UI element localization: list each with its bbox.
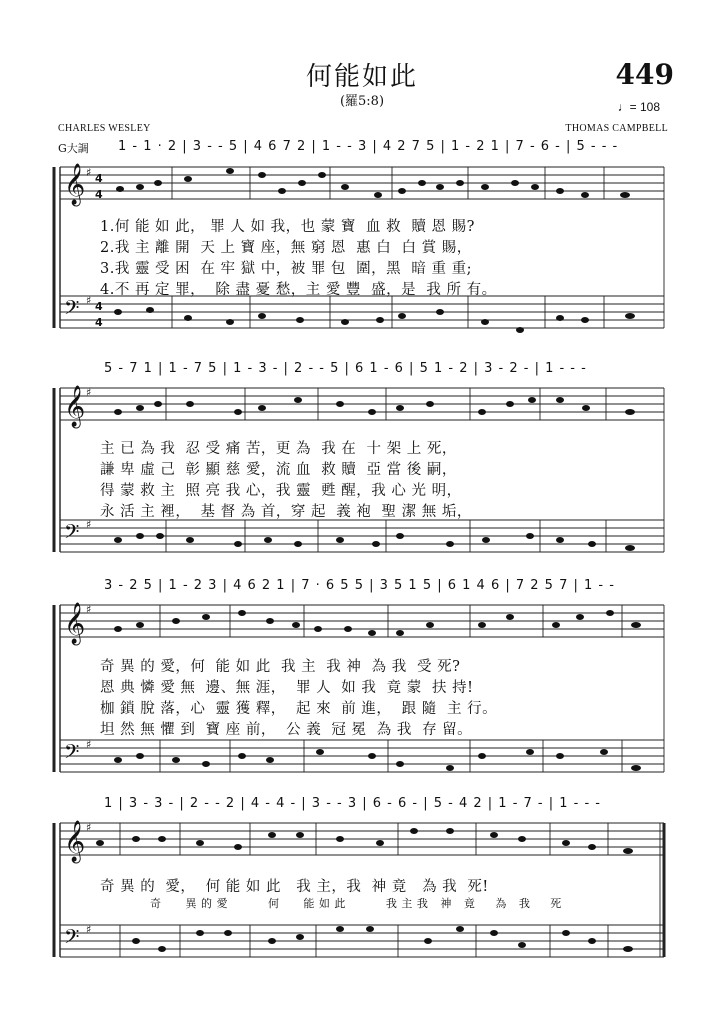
treble-staff-1 <box>60 167 664 199</box>
lyric-line-3-4: 坦 然 無 懼 到 寶 座 前， 公 義 冠 冕 為 我 存 留。 <box>100 722 473 738</box>
lyric-line-2-3: 得 蒙 救 主 照 亮 我 心，我 靈 甦 醒，我 心 光 明， <box>100 483 462 499</box>
lyric-line-3-3: 枷 鎖 脫 落，心 靈 獲 釋， 起 來 前 進， 跟 隨 主 行。 <box>100 701 498 717</box>
svg-text:♯: ♯ <box>86 386 92 399</box>
svg-text:𝄞: 𝄞 <box>64 821 86 862</box>
lyric-line-2-1: 主 已 為 我 忍 受 痛 苦，更 為 我 在 十 架 上 死， <box>100 441 457 457</box>
jianpu-line-1: 1 - 1 · 2 | 3 - - 5 | 4 6 7 2 | 1 - - 3 | 4 2 7 5 | 1 - 2 1 | 7 - 6 - | 5 - - - <box>118 139 619 154</box>
treble-staff-2 <box>60 388 664 420</box>
svg-text:♯: ♯ <box>86 603 92 616</box>
lyric-line-4-1: 奇 異 的 愛， 何 能 如 此 我 主，我 神 竟 為 我 死! <box>100 879 489 895</box>
lyric-line-3-1: 奇 異 的 愛，何 能 如 此 我 主 我 神 為 我 受 死? <box>100 659 461 675</box>
time-signature-bottom: 4 <box>95 188 103 201</box>
svg-text:♯: ♯ <box>86 821 92 834</box>
svg-text:𝄢: 𝄢 <box>64 925 80 953</box>
svg-text:𝄢: 𝄢 <box>64 740 80 768</box>
bass-clef-icon: 𝄢 <box>64 296 80 324</box>
svg-text:𝄞: 𝄞 <box>64 603 86 644</box>
lyric-line-2-2: 謙 卑 虛 己 彰 顯 慈 愛，流 血 救 贖 亞 當 後 嗣， <box>100 462 457 478</box>
hymn-number: 449 <box>615 58 674 91</box>
bass-staff-3 <box>60 740 664 772</box>
lyric-line-1-1: 1.何 能 如 此， 罪 人 如 我，也 蒙 寶 血 救 贖 恩 賜? <box>100 219 475 235</box>
svg-text:♯: ♯ <box>86 923 92 936</box>
svg-text:𝄢: 𝄢 <box>64 520 80 548</box>
composer-credit: THOMAS CAMPBELL <box>565 123 668 134</box>
scripture-reference: (羅5:8) <box>339 94 385 109</box>
tempo-marking: ♩= 108 <box>617 100 660 114</box>
lyric-line-3-2: 恩 典 憐 愛 無 邊、無 涯， 罪 人 如 我 竟 蒙 扶 持! <box>100 680 474 696</box>
svg-text:4: 4 <box>95 300 103 313</box>
jianpu-line-2: 5 - 7 1 | 1 - 7 5 | 1 - 3 - | 2 - - 5 | 6 1 - 6 | 5 1 - 2 | 3 - 2 - | 1 - - - <box>104 361 587 376</box>
jianpu-line-4: 1 | 3 - 3 - | 2 - - 2 | 4 - 4 - | 3 - - 3 | 6 - 6 - | 5 - 4 2 | 1 - 7 - | 1 - - - <box>104 796 601 811</box>
lyric-line-1-4: 4.不 再 定 罪， 除 盡 憂 愁，主 愛 豐 盛，是 我 所 有。 <box>100 282 497 298</box>
lyric-line-4-bass: 奇 異 的 愛 何 能 如 此 我 主 我 神 竟 為 我 死 <box>150 897 562 910</box>
lyricist-credit: CHARLES WESLEY <box>58 123 151 134</box>
svg-text:4: 4 <box>95 316 103 329</box>
lyric-line-1-3: 3.我 靈 受 困 在 牢 獄 中，被 罪 包 圍，黑 暗 重 重; <box>100 261 472 277</box>
treble-staff-3 <box>60 605 664 637</box>
svg-text:𝄞: 𝄞 <box>64 386 86 427</box>
lyric-line-2-4: 永 活 主 裡， 基 督 為 首，穿 起 義 袍 聖 潔 無 垢， <box>100 504 472 520</box>
svg-text:♯: ♯ <box>86 294 92 307</box>
svg-text:♯: ♯ <box>86 518 92 531</box>
jianpu-line-3: 3 - 2 5 | 1 - 2 3 | 4 6 2 1 | 7 · 6 5 5 | 3 5 1 5 | 6 1 4 6 | 7 2 5 7 | 1 - - <box>104 578 615 593</box>
key-signature-label: G大調 <box>58 142 89 155</box>
treble-clef-icon: 𝄞 <box>64 164 86 205</box>
key-sharp-icon: ♯ <box>86 166 92 179</box>
bass-staff-2 <box>60 520 664 552</box>
svg-text:♯: ♯ <box>86 738 92 751</box>
lyric-line-1-2: 2.我 主 離 開 天 上 寶 座，無 窮 恩 惠 白 白 賞 賜， <box>100 240 472 256</box>
hymn-title: 何能如此 <box>305 62 418 92</box>
time-signature-top: 4 <box>95 172 103 185</box>
bass-staff-4 <box>60 925 664 957</box>
treble-staff-4 <box>60 823 664 855</box>
